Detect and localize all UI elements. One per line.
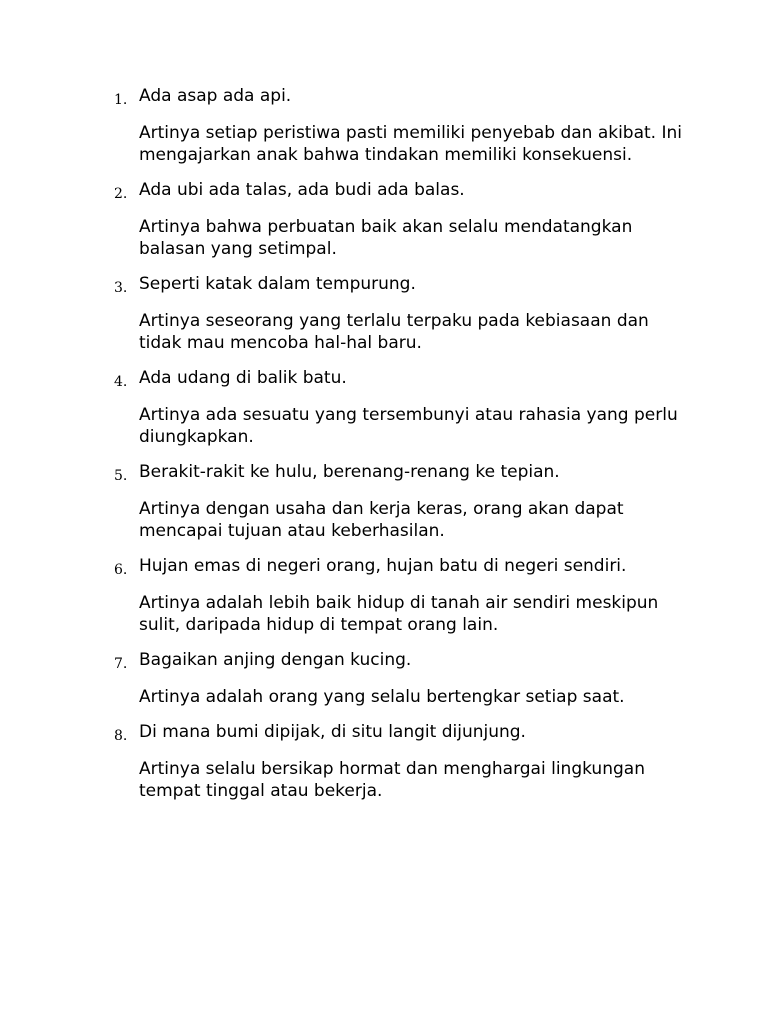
list-number: 2. bbox=[114, 186, 128, 202]
meaning-text: Artinya seseorang yang terlalu terpaku pada kebiasaan dan tidak mau mencoba hal-hal baru. bbox=[139, 311, 649, 353]
list-number: 7. bbox=[114, 656, 128, 672]
list-item bbox=[114, 273, 684, 354]
list-item bbox=[114, 649, 684, 708]
proverb-text: Ada ubi ada talas, ada budi ada balas. bbox=[139, 180, 465, 200]
proverb-text: Hujan emas di negeri orang, hujan batu di negeri sendiri. bbox=[139, 556, 627, 576]
list-number: 4. bbox=[114, 374, 128, 390]
list-number: 3. bbox=[114, 280, 128, 296]
list-item bbox=[114, 85, 684, 166]
list-number: 1. bbox=[114, 92, 128, 108]
list-item bbox=[114, 179, 684, 260]
list-item bbox=[114, 367, 684, 448]
proverb-text: Bagaikan anjing dengan kucing. bbox=[139, 650, 412, 670]
proverb-text: Berakit-rakit ke hulu, berenang-renang ke tepian. bbox=[139, 462, 560, 482]
list-number: 8. bbox=[114, 728, 128, 744]
list-item bbox=[114, 461, 684, 542]
meaning-text: Artinya adalah lebih baik hidup di tanah air sendiri meskipun sulit, daripada hidup di tempat orang lain. bbox=[139, 593, 659, 635]
meaning-text: Artinya bahwa perbuatan baik akan selalu mendatangkan balasan yang setimpal. bbox=[139, 217, 633, 259]
list-number: 6. bbox=[114, 562, 128, 578]
meaning-text: Artinya adalah orang yang selalu bertengkar setiap saat. bbox=[139, 687, 625, 707]
proverb-text: Ada asap ada api. bbox=[139, 86, 292, 106]
proverb-text: Ada udang di balik batu. bbox=[139, 368, 347, 388]
meaning-text: Artinya selalu bersikap hormat dan menghargai lingkungan tempat tinggal atau bekerja. bbox=[139, 759, 645, 801]
list-number: 5. bbox=[114, 468, 128, 484]
list-item bbox=[114, 721, 684, 802]
meaning-text: Artinya ada sesuatu yang tersembunyi atau rahasia yang perlu diungkapkan. bbox=[139, 405, 678, 447]
meaning-text: Artinya setiap peristiwa pasti memiliki penyebab dan akibat. Ini mengajarkan anak bahwa tindakan memiliki konsekuensi. bbox=[139, 123, 683, 165]
proverb-text: Seperti katak dalam tempurung. bbox=[139, 274, 416, 294]
list-item bbox=[114, 555, 684, 636]
meaning-text: Artinya dengan usaha dan kerja keras, orang akan dapat mencapai tujuan atau keberhasilan. bbox=[139, 499, 624, 541]
proverb-list bbox=[114, 85, 684, 815]
proverb-text: Di mana bumi dipijak, di situ langit dijunjung. bbox=[139, 722, 526, 742]
